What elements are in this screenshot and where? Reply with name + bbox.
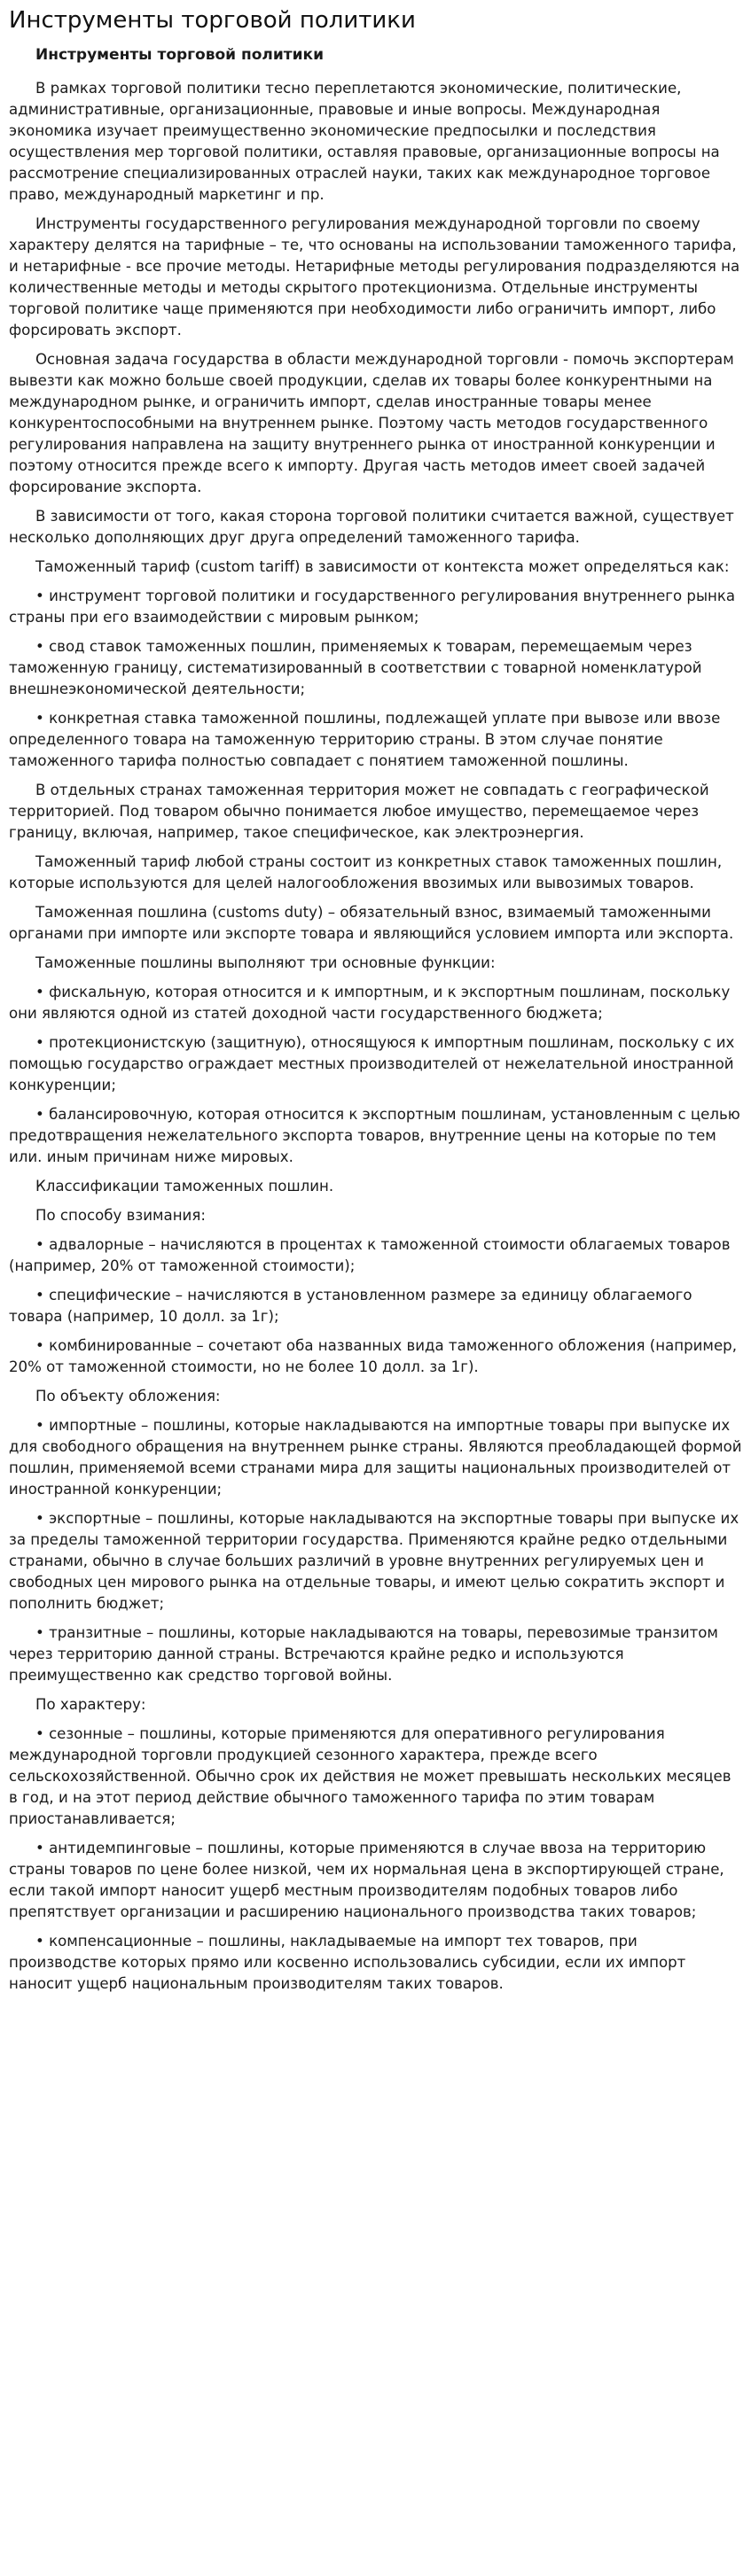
paragraph: В рамках торговой политики тесно переплетаются экономические, политические, административные, организационные, правовые и иные вопросы. Международная экономика изучает преимущественно экономические предпосылки и последствия осуществления мер торговой политики, оставляя правовые, организационные вопросы на рассмотрение специализированных отраслей науки, таких как международное торговое право, международный маркетинг и пр. bbox=[9, 80, 720, 203]
paragraph: Инструменты государственного регулирования международной торговли по своему характеру делятся на тарифные – те, что основаны на использовании таможенного тарифа, и нетарифные - все прочие методы. Нетарифные методы регулирования подразделяются на количественные методы и методы скрытого протекционизма. Отдельные инструменты торговой политике чаще применяются при необходимости либо ограничить импорт, либо форсировать экспорт. bbox=[9, 215, 740, 339]
list-item: • транзитные – пошлины, которые накладываются на товары, перевозимые транзитом через территорию данной страны. Встречаются крайне редко и используются преимущественно как средство торговой войны. bbox=[9, 1623, 742, 1686]
paragraph: Таможенный тариф любой страны состоит из конкретных ставок таможенных пошлин, которые используются для целей налогообложения ввозимых или вывозимых товаров. bbox=[9, 853, 723, 891]
paragraph: По объекту обложения: bbox=[35, 1388, 221, 1405]
list-item: • компенсационные – пошлины, накладываемые на импорт тех товаров, при производстве которых прямо или косвенно использовались субсидии, если их импорт наносит ущерб национальным производителям таких товаров. bbox=[9, 1931, 742, 1995]
paragraph: По характеру: bbox=[35, 1696, 146, 1713]
list-item: • адвалорные – начисляются в процентах к таможенной стоимости облагаемых товаров (например, 20% от таможенной стоимости); bbox=[9, 1234, 742, 1277]
list-item: • сезонные – пошлины, которые применяются для оперативного регулирования международной торговли продукцией сезонного характера, прежде всего сельскохозяйственной. Обычно срок их действия не может превышать нескольких месяцев в год, и на этот период действие обычного таможенного тарифа по этим товарам приостанавливается; bbox=[9, 1724, 742, 1830]
article-body bbox=[9, 78, 742, 1995]
paragraph: Таможенные пошлины выполняют три основные функции: bbox=[35, 954, 496, 971]
list-item: • инструмент торговой политики и государственного регулирования внутреннего рынка страны при его взаимодействии с мировым рынком; bbox=[9, 586, 742, 628]
list-item: • свод ставок таможенных пошлин, применяемых к товарам, перемещаемым через таможенную границу, систематизированный в соответствии с товарной номенклатурой внешнеэкономической деятельности; bbox=[9, 636, 742, 700]
page-title: Инструменты торговой политики bbox=[9, 7, 416, 34]
list-item: • специфические – начисляются в установленном размере за единицу облагаемого товара (например, 10 долл. за 1г); bbox=[9, 1285, 742, 1327]
paragraph: Таможенный тариф (custom tariff) в зависимости от контекста может определяться как: bbox=[35, 558, 730, 575]
list-item: • балансировочную, которая относится к экспортным пошлинам, установленным с целью предотвращения нежелательного экспорта товаров, внутренние цены на которые по тем или. иным причинам ниже мировых. bbox=[9, 1104, 742, 1168]
list-item: • фискальную, которая относится и к импортным, и к экспортным пошлинам, поскольку они являются одной из статей доходной части государственного бюджета; bbox=[9, 982, 742, 1024]
paragraph: В зависимости от того, какая сторона торговой политики считается важной, существует несколько дополняющих друг друга определений таможенного тарифа. bbox=[9, 508, 734, 546]
list-item: • экспортные – пошлины, которые накладываются на экспортные товары при выпуске их за пределы таможенной территории государства. Применяются крайне редко отдельными странами, обычно в случае больших различий в уровне внутренних регулируемых цен и свободных цен мирового рынка на отдельные товары, и имеют целью сократить экспорт и пополнить бюджет; bbox=[9, 1508, 742, 1615]
paragraph: По способу взимания: bbox=[35, 1207, 206, 1224]
section-heading: Инструменты торговой политики bbox=[35, 46, 325, 64]
paragraph: Основная задача государства в области международной торговли - помочь экспортерам вывезти как можно больше своей продукции, сделав их товары более конкурентными на международном рынке, и ограничить импорт, сделав иностранные товары менее конкурентоспособными на внутреннем рынке. Поэтому часть методов государственного регулирования направлена на защиту внутреннего рынка от иностранной конкуренции и поэтому относится прежде всего к импорту. Другая часть методов имеет своей задачей форсирование экспорта. bbox=[9, 351, 734, 495]
list-item: • протекционистскую (защитную), относящуюся к импортным пошлинам, поскольку с их помощью государство ограждает местных производителей от нежелательной иностранной конкуренции; bbox=[9, 1032, 742, 1096]
list-item: • конкретная ставка таможенной пошлины, подлежащей уплате при вывозе или ввозе определенного товара на таможенную территорию страны. В этом случае понятие таможенного тарифа полностью совпадает с понятием таможенной пошлины. bbox=[9, 708, 742, 772]
list-item: • импортные – пошлины, которые накладываются на импортные товары при выпуске их для свободного обращения на внутреннем рынке страны. Являются преобладающей формой пошлин, применяемой всеми странами мира для защиты национальных производителей от иностранной конкуренции; bbox=[9, 1415, 742, 1500]
paragraph: Классификации таможенных пошлин. bbox=[35, 1178, 334, 1195]
list-item: • комбинированные – сочетают оба названных вида таможенного обложения (например, 20% от таможенной стоимости, но не более 10 долл. за 1г). bbox=[9, 1335, 742, 1378]
paragraph: В отдельных странах таможенная территория может не совпадать с географической территорией. Под товаром обычно понимается любое имущество, перемещаемое через границу, включая, например, такое специфическое, как электроэнергия. bbox=[9, 782, 709, 841]
paragraph: Таможенная пошлина (customs duty) – обязательный взнос, взимаемый таможенными органами при импорте или экспорте товара и являющийся условием импорта или экспорта. bbox=[9, 904, 734, 942]
list-item: • антидемпинговые – пошлины, которые применяются в случае ввоза на территорию страны товаров по цене более низкой, чем их нормальная цена в экспортирующей стране, если такой импорт наносит ущерб местным производителям подобных товаров либо препятствует организации и расширению национального производства таких товаров; bbox=[9, 1838, 742, 1923]
